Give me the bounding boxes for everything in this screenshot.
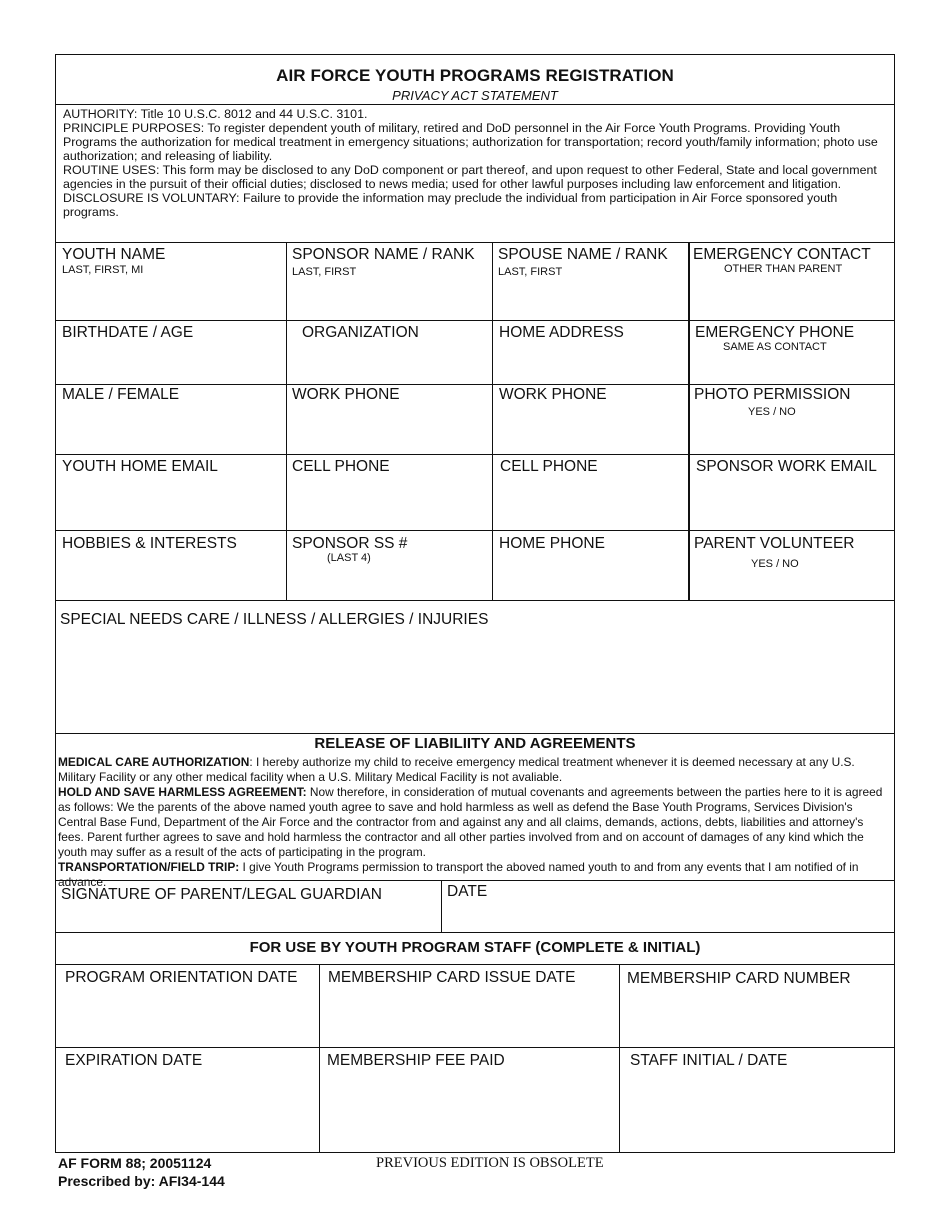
registration-form <box>55 54 895 1153</box>
youth-name-label: YOUTH NAME <box>62 246 166 263</box>
medical-text: : I hereby authorize my child to receive emergency medical treatment whenever it is deemed necessary at any U.S. Military Facility or any other medical facility when a U.S. Military Medical Facility is not avaliable. <box>58 755 855 784</box>
organization-label: ORGANIZATION <box>302 324 419 341</box>
photo-permission-hint: YES / NO <box>748 406 796 418</box>
spouse-cell-label: CELL PHONE <box>500 458 598 475</box>
harmless-text: Now therefore, in consideration of mutual covenants and agreements between the parties here to it is agreed as follows: We the parents of the above named youth agree to save and hold harmless as well as defend the Base Youth Programs, Services Division's Central Base Fund, Department of the Air Force and the contractor from and against any and all claims, demands, actions, debts, liabilities and attorney's fees. Parent further agrees to save and hold harmless the contractor and all other parties involved from and on account of damages of any kind which the youth may suffer as a result of the acts of participating in the program. <box>58 785 883 859</box>
expiration-date-label: EXPIRATION DATE <box>65 1052 203 1069</box>
release-agreements <box>58 755 892 890</box>
divider <box>441 880 442 932</box>
spouse-work-phone-label: WORK PHONE <box>499 386 607 403</box>
hobbies-label: HOBBIES & INTERESTS <box>62 535 237 552</box>
card-number-label: MEMBERSHIP CARD NUMBER <box>627 970 851 987</box>
youth-email-label: YOUTH HOME EMAIL <box>62 458 218 475</box>
divider <box>56 600 894 601</box>
home-address-label: HOME ADDRESS <box>499 324 624 341</box>
sponsor-work-phone-label: WORK PHONE <box>292 386 400 403</box>
spouse-name-hint: LAST, FIRST <box>498 266 563 278</box>
orientation-date-label: PROGRAM ORIENTATION DATE <box>65 969 298 986</box>
release-title: RELEASE OF LIABILIITY AND AGREEMENTS <box>314 735 636 752</box>
home-phone-label: HOME PHONE <box>499 535 605 552</box>
form-header <box>56 55 894 105</box>
fee-paid-label: MEMBERSHIP FEE PAID <box>327 1052 505 1069</box>
divider <box>56 932 894 933</box>
photo-permission-label: PHOTO PERMISSION <box>694 386 851 403</box>
card-issue-date-label: MEMBERSHIP CARD ISSUE DATE <box>328 969 576 986</box>
parent-volunteer-label: PARENT VOLUNTEER <box>694 535 855 552</box>
form-number: AF FORM 88; 20051124 <box>58 1155 212 1171</box>
divider <box>492 242 493 600</box>
youth-name-hint: LAST, FIRST, MI <box>62 264 144 276</box>
emergency-contact-hint: OTHER THAN PARENT <box>724 263 843 275</box>
sponsor-work-email-label: SPONSOR WORK EMAIL <box>696 458 877 475</box>
disclosure-text: DISCLOSURE IS VOLUNTARY: Failure to provide the information may preclude the individual from participation in Air Force sponsored youth programs. <box>63 191 838 219</box>
divider <box>56 242 894 243</box>
form-title: AIR FORCE YOUTH PROGRAMS REGISTRATION <box>276 66 674 85</box>
harmless-label: HOLD AND SAVE HARMLESS AGREEMENT: <box>58 785 307 799</box>
divider <box>619 964 620 1152</box>
privacy-act-statement <box>63 107 891 219</box>
divider <box>688 242 690 600</box>
birthdate-label: BIRTHDATE / AGE <box>62 324 194 341</box>
emergency-phone-hint: SAME AS CONTACT <box>723 341 827 353</box>
divider <box>56 733 894 734</box>
divider <box>56 1047 894 1048</box>
divider <box>56 530 894 531</box>
special-needs-label: SPECIAL NEEDS CARE / ILLNESS / ALLERGIES / INJURIES <box>60 611 489 628</box>
emergency-contact-label: EMERGENCY CONTACT <box>693 246 871 263</box>
sponsor-ss-hint: (LAST 4) <box>327 552 371 564</box>
divider <box>56 384 894 385</box>
divider <box>319 964 320 1152</box>
divider <box>56 964 894 965</box>
form-subtitle: PRIVACY ACT STATEMENT <box>392 88 558 103</box>
divider <box>56 320 894 321</box>
divider <box>56 454 894 455</box>
transport-label: TRANSPORTATION/FIELD TRIP: <box>58 860 240 874</box>
parent-volunteer-hint: YES / NO <box>751 558 799 570</box>
purposes-text: PRINCIPLE PURPOSES: To register dependent youth of military, retired and DoD personnel in the Air Force Youth Programs. Providing Youth Programs the authorization for medical treatment in emergency situations; authorization for transportation; record youth/family information; photo use authorization; and releasing of liability. <box>63 121 878 163</box>
signature-date-label: DATE <box>447 883 488 900</box>
emergency-phone-label: EMERGENCY PHONE <box>695 324 855 341</box>
obsolete-notice: PREVIOUS EDITION IS OBSOLETE <box>376 1155 604 1171</box>
routine-uses-text: ROUTINE USES: This form may be disclosed to any DoD component or part thereof, and upon request to other Federal, State and local government agencies in the pursuit of their official duties; disclosed to news media; used for other lawful purposes including law enforcement and litigation. <box>63 163 877 191</box>
authority-text: AUTHORITY: Title 10 U.S.C. 8012 and 44 U.S.C. 3101. <box>63 107 368 121</box>
medical-label: MEDICAL CARE AUTHORIZATION <box>58 755 250 769</box>
transport-text: I give Youth Programs permission to transport the aboved named youth to and from any events that I am notified of in advance. <box>58 860 859 889</box>
gender-label: MALE / FEMALE <box>62 386 180 403</box>
spouse-name-label: SPOUSE NAME / RANK <box>498 246 668 263</box>
sponsor-ss-label: SPONSOR SS # <box>292 535 408 552</box>
form-id <box>58 1154 225 1190</box>
sponsor-name-label: SPONSOR NAME / RANK <box>292 246 475 263</box>
sponsor-cell-label: CELL PHONE <box>292 458 390 475</box>
staff-section-title: FOR USE BY YOUTH PROGRAM STAFF (COMPLETE & INITIAL) <box>249 939 701 956</box>
staff-initial-label: STAFF INITIAL / DATE <box>630 1052 788 1069</box>
prescribed-by: Prescribed by: AFI34-144 <box>58 1173 225 1189</box>
signature-label: SIGNATURE OF PARENT/LEGAL GUARDIAN <box>61 886 382 903</box>
divider <box>286 242 287 600</box>
sponsor-name-hint: LAST, FIRST <box>292 266 357 278</box>
divider <box>56 880 894 881</box>
